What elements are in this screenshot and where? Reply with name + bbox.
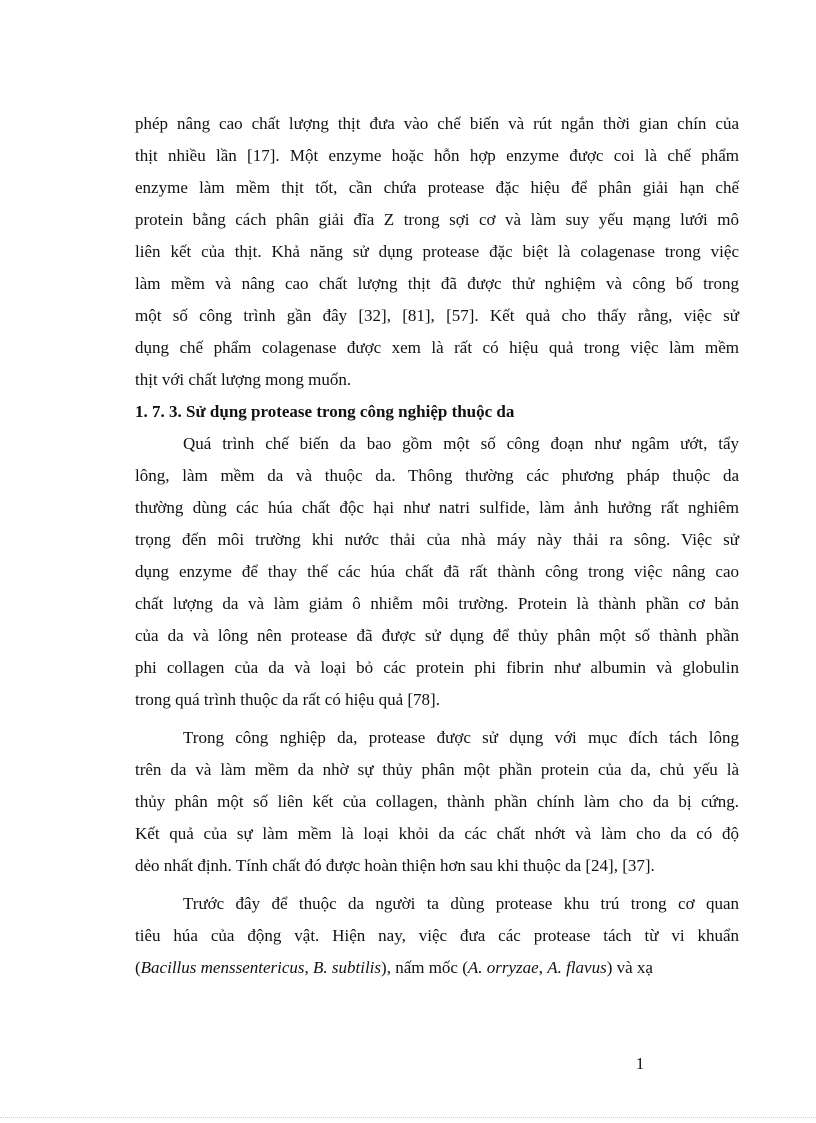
paragraph-line: trọng đến môi trường khi nước thải của nhà máy này thải ra sông. Việc sử <box>135 530 739 549</box>
species-name: A. orryzae <box>467 958 539 977</box>
species-name: A. flavus <box>547 958 607 977</box>
paragraph-line: Trong công nghiệp da, protease được sử dụng với mục đích tách lông <box>183 728 739 747</box>
paragraph-line: của da và lông nên protease đã được sử dụng để thủy phân một số thành phần <box>135 626 739 645</box>
paragraph-line: (Bacillus menssentericus, B. subtilis), nấm mốc (A. orryzae, A. flavus) và xạ <box>135 958 653 977</box>
species-name: B. subtilis <box>313 958 382 977</box>
paragraph-line: tiêu húa của động vật. Hiện nay, việc đưa các protease tách từ vi khuẩn <box>135 926 739 945</box>
paragraph-leather-industry <box>135 722 739 882</box>
paragraph-line: một số công trình gần đây [32], [81], [57]. Kết quả cho thấy rằng, việc sử <box>135 306 739 325</box>
paragraph-line: Quá trình chế biến da bao gồm một số công đoạn như ngâm ướt, tẩy <box>183 434 739 453</box>
paragraph-line: thường dùng các húa chất độc hại như natri sulfide, làm ảnh hưởng rất nghiêm <box>135 498 739 517</box>
paragraph-line: làm mềm và nâng cao chất lượng thịt đã được thử nghiệm và công bố trong <box>135 274 739 293</box>
paragraph-protease-sources <box>135 888 739 952</box>
paragraph-line: enzyme làm mềm thịt tốt, cần chứa protease đặc hiệu để phân giải hạn chế <box>135 178 739 197</box>
paragraph-tanning-process <box>135 428 739 716</box>
paragraph-line: chất lượng da và làm giảm ô nhiễm môi trường. Protein là thành phần cơ bản <box>135 594 739 613</box>
paragraph-line: protein bằng cách phân giải đĩa Z trong sợi cơ và làm suy yếu mạng lưới mô <box>135 210 739 229</box>
paragraph-line: thịt nhiều lần [17]. Một enzyme hoặc hỗn hợp enzyme được coi là chế phẩm <box>135 146 739 165</box>
page-number: 1 <box>635 1054 645 1073</box>
paragraph-line: dụng chế phẩm colagenase được xem là rất có hiệu quả trong việc làm mềm <box>135 338 739 357</box>
paragraph-line: thịt với chất lượng mong muốn. <box>135 370 352 389</box>
paragraph-line: phi collagen của da và loại bỏ các protein phi fibrin như albumin và globulin <box>135 658 739 677</box>
paragraph-line: thủy phân một số liên kết của collagen, thành phần chính làm cho da bị cứng. <box>135 792 739 811</box>
paragraph-line: dụng enzyme để thay thế các húa chất đã rất thành công trong việc nâng cao <box>135 562 739 581</box>
body-text <box>135 108 739 984</box>
paragraph-line: lông, làm mềm da và thuộc da. Thông thường các phương pháp thuộc da <box>135 466 739 485</box>
paragraph-line: phép nâng cao chất lượng thịt đưa vào chế biến và rút ngắn thời gian chín của <box>135 114 739 133</box>
paragraph-line: trên da và làm mềm da nhờ sự thủy phân một phần protein của da, chủ yếu là <box>135 760 739 779</box>
footer-divider <box>0 1117 816 1118</box>
section-heading: 1. 7. 3. Sử dụng protease trong công nghiệp thuộc da <box>135 402 515 421</box>
paragraph-line: trong quá trình thuộc da rất có hiệu quả [78]. <box>135 690 440 709</box>
paragraph-intro <box>135 108 739 396</box>
paragraph-line: liên kết của thịt. Khả năng sử dụng protease đặc biệt là colagenase trong việc <box>135 242 739 261</box>
paragraph-line: Kết quả của sự làm mềm là loại khỏi da các chất nhớt và làm cho da có độ <box>135 824 739 843</box>
species-name: Bacillus menssentericus <box>140 958 305 977</box>
paragraph-line: Trước đây để thuộc da người ta dùng protease khu trú trong cơ quan <box>183 894 739 913</box>
paragraph-line: dẻo nhất định. Tính chất đó được hoàn thiện hơn sau khi thuộc da [24], [37]. <box>135 856 655 875</box>
